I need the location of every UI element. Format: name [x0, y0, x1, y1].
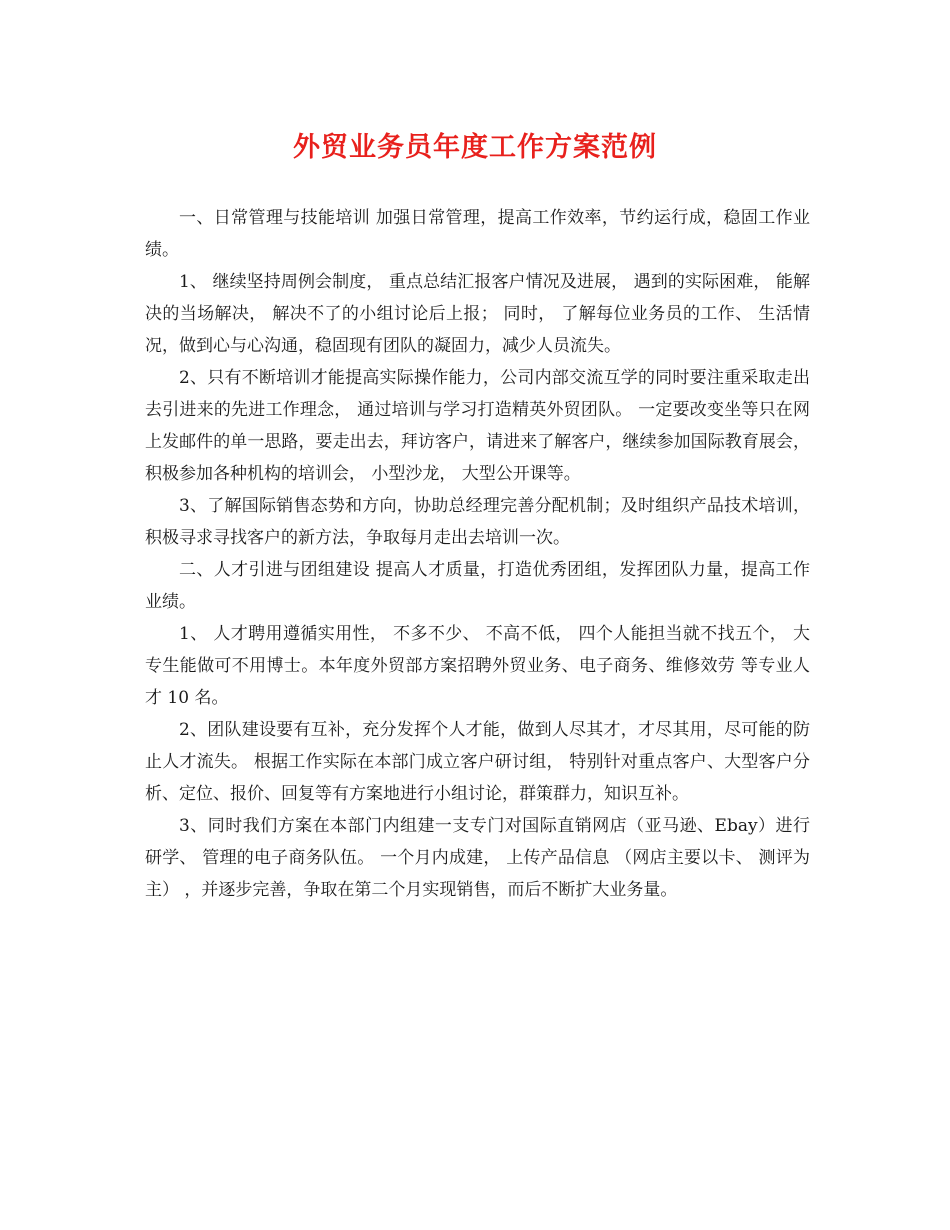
document-body — [145, 202, 810, 906]
paragraph-1-3: 3、了解国际销售态势和方向，协助总经理完善分配机制；及时组织产品技术培训，积极寻求寻找客户的新方法，争取每月走出去培训一次。 — [145, 496, 810, 548]
paragraph-1-2: 2、只有不断培训才能提高实际操作能力，公司内部交流互学的同时要注重采取走出去引进来的先进工作理念， 通过培训与学习打造精英外贸团队。 一定要改变坐等只在网上发邮件的单一思路，要走出去，拜访客户，请进来了解客户，继续参加国际教育展会， 积极参加各种机构的培训会， 小型沙龙， 大型公开课等。 — [145, 368, 810, 484]
paragraph-2-1: 1、 人才聘用遵循实用性， 不多不少、 不高不低， 四个人能担当就不找五个， 大专生能做可不用博士。本年度外贸部方案招聘外贸业务、电子商务、维修效劳 等专业人才 10 名。 — [145, 624, 810, 708]
paragraph-2-2: 2、团队建设要有互补，充分发挥个人才能，做到人尽其才，才尽其用，尽可能的防止人才流失。 根据工作实际在本部门成立客户研讨组， 特别针对重点客户、大型客户分析、定位、报价、回复等有方案地进行小组讨论，群策群力，知识互补。 — [145, 720, 810, 804]
paragraph-section-1-heading: 一、日常管理与技能培训 加强日常管理，提高工作效率，节约运行成，稳固工作业绩。 — [145, 208, 810, 260]
paragraph-section-2-heading: 二、人才引进与团组建设 提高人才质量，打造优秀团组，发挥团队力量，提高工作业绩。 — [145, 560, 810, 612]
document-title: 外贸业务员年度工作方案范例 — [293, 132, 657, 163]
paragraph-1-1: 1、 继续坚持周例会制度， 重点总结汇报客户情况及进展， 遇到的实际困难， 能解决的当场解决， 解决不了的小组讨论后上报； 同时， 了解每位业务员的工作、 生活情况，做到心与心沟通，稳固现有团队的凝固力，减少人员流失。 — [145, 272, 810, 356]
paragraph-2-3: 3、同时我们方案在本部门内组建一支专门对国际直销网店（亚马逊、Ebay）进行研学、 管理的电子商务队伍。 一个月内成建， 上传产品信息 （网店主要以卡、 测评为主） ，并逐步完善，争取在第二个月实现销售，而后不断扩大业务量。 — [145, 816, 810, 900]
